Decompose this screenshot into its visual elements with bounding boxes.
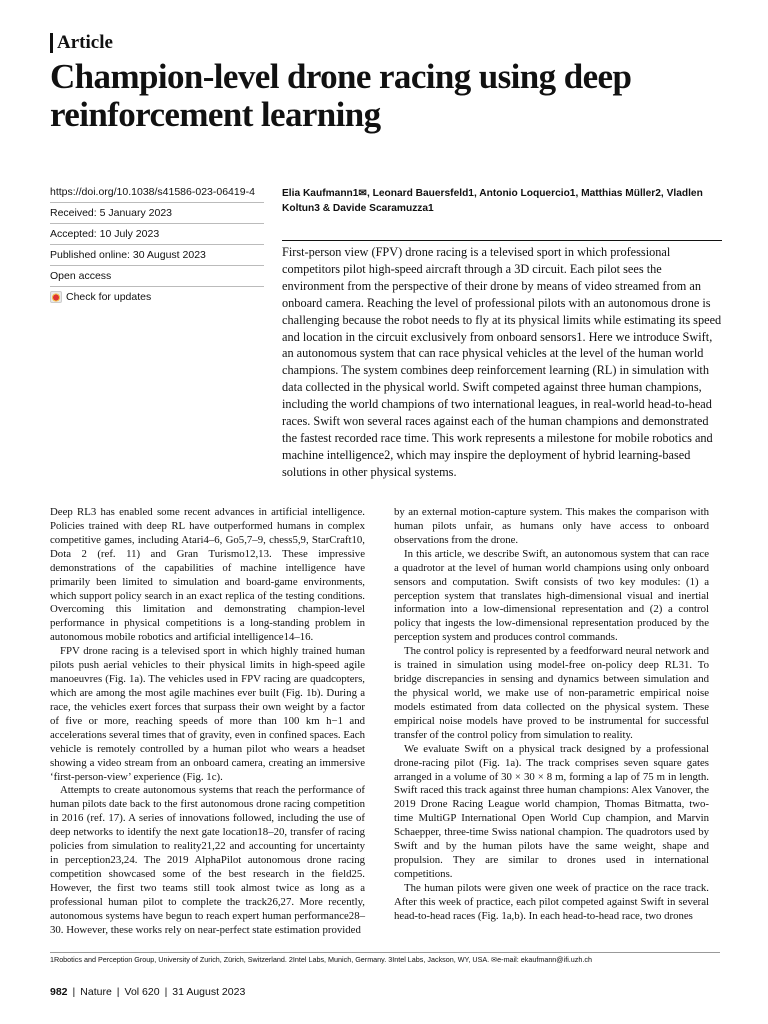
page-number: 982 [50, 986, 68, 998]
author-list: Elia Kaufmann1✉, Leonard Bauersfeld1, Antonio Loquercio1, Matthias Müller2, Vladlen Koltun3 & Davide Scaramuzza1 [282, 188, 703, 214]
check-updates-icon [50, 291, 62, 303]
journal-name: Nature [80, 986, 112, 998]
abstract: First-person view (FPV) drone racing is a televised sport in which professional competitors pilot high-speed aircraft through a 3D circuit. Each pilot sees the environment from the perspective of their drone by means of video streamed from an onboard camera. Reaching the level of professional pilots with an autonomous drone is challenging because the robot needs to fly at its physical limits while estimating its speed and location in the circuit exclusively from onboard sensors1. Here we introduce Swift, an autonomous system that can race physical vehicles at the level of the human world champions. The system combines deep reinforcement learning (RL) in simulation with data collected in the physical world. Swift competed against three human champions, including the world champions of two international leagues, in real-world head-to-head races. Swift won several races against each of the human champions and demonstrated the fastest recorded race time. This work represents a milestone for mobile robotics and machine intelligence2, which may inspire the deployment of hybrid learning-based solutions in other physical systems. [282, 240, 722, 481]
body-paragraph: The control policy is represented by a feedforward neural network and is trained in simulation using model-free on-policy deep RL31. To bridge discrepancies in sensing and dynamics between simulation and the physical world, we make use of non-parametric empirical noise models estimated from data collected on the physical system. These empirical noise models have proved to be instrumental for successful transfer of the control policy from simulation to reality. [394, 645, 709, 741]
article-type-label: Article [50, 33, 113, 53]
body-column-left [50, 506, 365, 938]
published-date: Published online: 30 August 2023 [50, 244, 264, 265]
check-updates-label: Check for updates [66, 291, 152, 303]
body-paragraph: FPV drone racing is a televised sport in which highly trained human pilots push aerial vehicles to their physical limits in high-speed agile manoeuvres (Fig. 1a). The vehicles used in FPV racing are quadcopters, which are among the most agile machines ever built (Fig. 1b). During a race, the vehicles exert forces that surpass their own weight by a factor of five or more, reaching speeds of more than 100 km h−1 and accelerations several times that of gravity, even in confined spaces. Each vehicle is remotely controlled by a human pilot who wears a headset showing a video stream from an onboard camera, creating an immersive ‘first-person-view’ experience (Fig. 1c). [50, 645, 365, 783]
body-paragraph: by an external motion-capture system. This makes the comparison with human pilots unfair, as humans only have access to onboard observations from the drone. [394, 506, 709, 546]
affiliations-footnote: 1Robotics and Perception Group, University of Zurich, Zürich, Switzerland. 2Intel Labs, Munich, Germany. 3Intel Labs, Jackson, WY, USA. ✉e-mail: ekaufmann@ifi.uzh.ch [50, 952, 720, 965]
doi-link[interactable]: https://doi.org/10.1038/s41586-023-06419-4 [50, 186, 255, 198]
page-title: Champion-level drone racing using deep reinforcement learning [50, 57, 632, 134]
body-paragraph: Attempts to create autonomous systems that reach the performance of human pilots date back to the first autonomous drone racing competition in 2016 (ref. 17). A series of innovations followed, including the use of deep networks to identify the next gate location18–20, transfer of racing policies from simulation to reality21,22 and accounting for uncertainty in perception23,24. The 2019 AlphaPilot autonomous drone racing competition showcased some of the best research in the field25. However, the first two teams still took almost twice as long as a professional human pilot to complete the track26,27. More recently, autonomous systems have begun to reach expert human performance28–30. However, these works rely on near-perfect state estimation provided [50, 784, 365, 936]
accepted-date: Accepted: 10 July 2023 [50, 223, 264, 244]
article-metadata [50, 182, 264, 307]
body-column-right [394, 506, 709, 924]
received-date: Received: 5 January 2023 [50, 202, 264, 223]
body-paragraph: In this article, we describe Swift, an autonomous system that can race a quadrotor at the level of human world champions using only onboard sensors and computation. Swift consists of two key modules: (1) a perception system that translates high-dimensional visual and inertial information into a low-dimensional representation and (2) a control policy that ingests the low-dimensional representation produced by the perception system and produces control commands. [394, 547, 709, 644]
volume: Vol 620 [124, 986, 160, 998]
issue-date: 31 August 2023 [172, 986, 246, 998]
open-access-label: Open access [50, 265, 264, 286]
body-paragraph: We evaluate Swift on a physical track designed by a professional drone-racing pilot (Fig. 1a). The track comprises seven square gates arranged in a volume of 30 × 30 × 8 m, forming a lap of 75 m in length. Swift raced this track against three human champions: Alex Vanover, the 2019 Drone Racing League world champion, Thomas Bitmatta, two-time MultiGP International Open World Cup champion, and Marvin Schaepper, three-time Swiss national champion. The quadrotors used by Swift and by the human pilots have the same weight, shape and propulsion. They are similar to drones used in international competitions. [394, 742, 709, 880]
body-paragraph: Deep RL3 has enabled some recent advances in artificial intelligence. Policies trained with deep RL have outperformed humans in complex competitive games, including Atari4–6, Go5,7–9, chess5,9, StarCraft10, Dota 2 (ref. 11) and Gran Turismo12,13. These impressive demonstrations of the capabilities of machine intelligence have primarily been limited to simulation and board-game environments, which support policy search in an exact replica of the testing conditions. Overcoming this limitation and demonstrating champion-level performance in physical competitions is a long-standing problem in autonomous mobile robotics and artificial intelligence14–16. [50, 506, 365, 644]
check-for-updates-button[interactable] [50, 286, 264, 307]
body-paragraph: The human pilots were given one week of practice on the race track. After this week of practice, each pilot competed against Swift in several head-to-head races (Fig. 1a,b). In each head-to-head race, two drones [394, 881, 709, 922]
page-footer: 982 | Nature | Vol 620 | 31 August 2023 [50, 986, 246, 998]
